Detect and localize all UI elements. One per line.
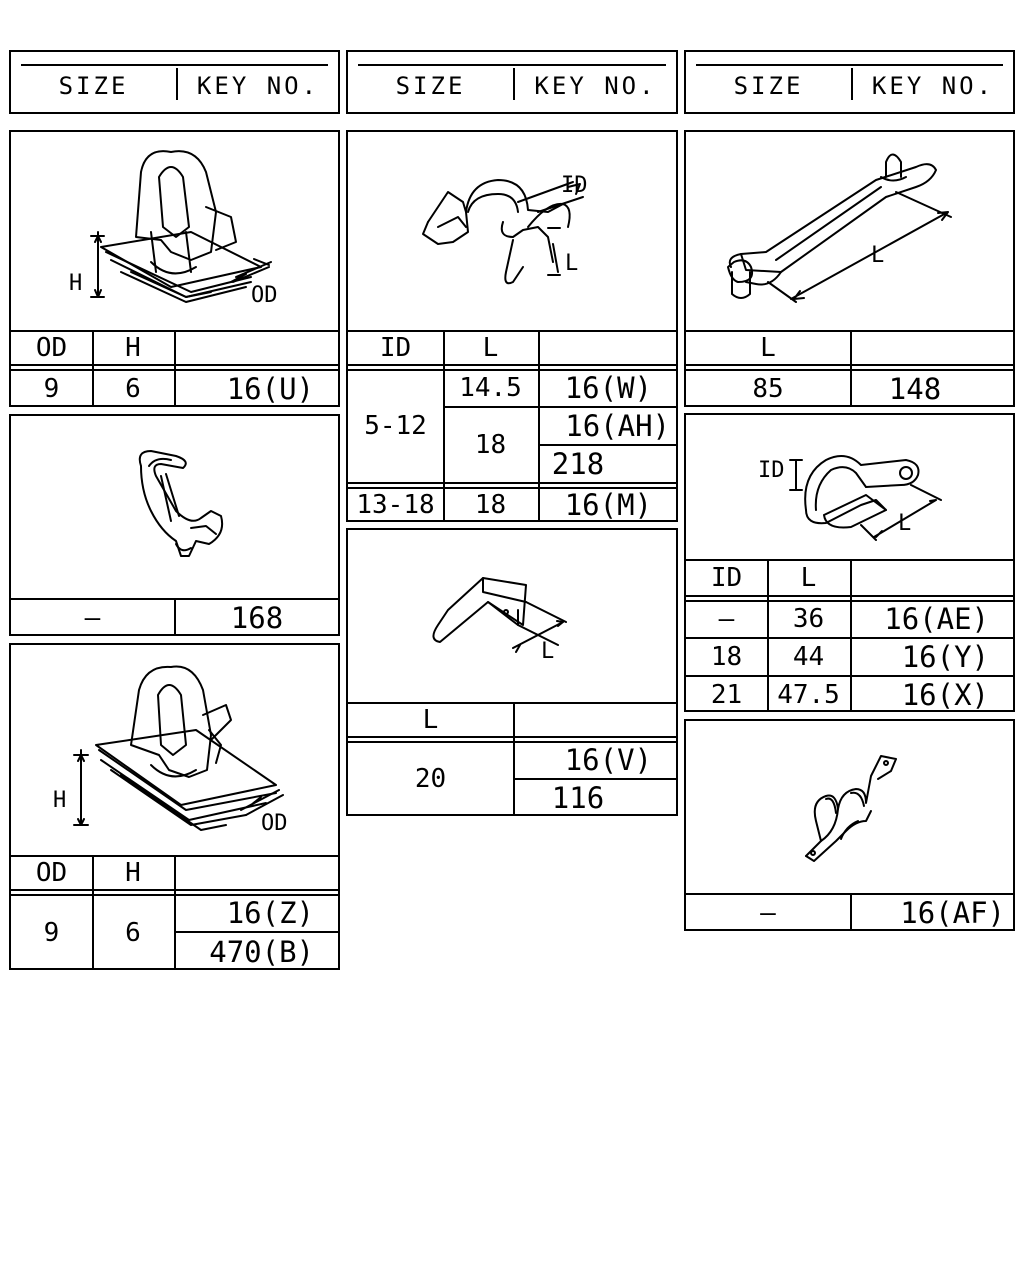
h-dim-label: H	[53, 788, 67, 813]
col-label-od: OD	[35, 858, 68, 888]
l-dim-label: L	[898, 511, 912, 536]
key-no-header: KEY NO.	[196, 72, 320, 100]
key-no-header: KEY NO.	[871, 72, 995, 100]
od-dim-label: OD	[261, 811, 288, 836]
key-no-value: 16(Y)	[901, 640, 989, 674]
col-label-id: ID	[379, 333, 412, 363]
key-no-header: KEY NO.	[534, 72, 657, 100]
col-label-l: L	[422, 705, 439, 735]
value-od: 9	[43, 917, 60, 948]
strap-drawing	[686, 132, 1015, 330]
size-header: SIZE	[395, 72, 466, 100]
key-no-value: 470(B)	[209, 934, 314, 969]
header-col3	[684, 50, 1015, 114]
hose-clamp-drawing	[348, 132, 678, 332]
p-clip-drawing	[686, 415, 1015, 561]
key-no-value: 218	[551, 447, 605, 481]
l-dim-label: L	[565, 251, 579, 276]
panel-push-clip	[9, 130, 340, 407]
key-no-value: 16(X)	[901, 677, 989, 712]
value-id: 5-12	[364, 411, 427, 441]
value-id: —	[718, 604, 735, 634]
push-clip-drawing	[11, 132, 340, 332]
panel-double-clamp	[684, 719, 1015, 931]
key-no-value: 16(U)	[226, 371, 314, 406]
value-id: 18	[710, 642, 743, 672]
value-id: 21	[710, 679, 743, 710]
key-no-value: 16(AE)	[884, 602, 989, 636]
col-label-id: ID	[710, 563, 743, 593]
panel-push-clip-long	[9, 643, 340, 970]
double-clamp-drawing	[686, 721, 1015, 893]
push-clip-long-drawing	[11, 645, 340, 855]
value-l: 47.5	[777, 679, 840, 710]
col-label-l: L	[800, 563, 817, 593]
key-no-value: 168	[230, 601, 284, 635]
col-label-od: OD	[35, 333, 68, 363]
size-header: SIZE	[58, 72, 129, 100]
value-l: 18	[474, 430, 507, 460]
col-label-l: L	[760, 333, 776, 363]
key-no-value: 116	[551, 781, 605, 815]
panel-bracket	[346, 528, 678, 816]
h-dim-label: H	[69, 271, 83, 296]
key-no-value: 16(AH)	[565, 409, 670, 443]
l-dim-label: L	[541, 639, 555, 664]
bracket-drawing	[348, 530, 678, 702]
value-l: 20	[414, 764, 447, 794]
col-label-l: L	[482, 333, 499, 363]
key-no-value: 16(V)	[564, 743, 652, 777]
key-no-value: 16(AF)	[900, 896, 1005, 930]
panel-hose-clamp	[346, 130, 678, 522]
value-l: 44	[792, 642, 825, 672]
value-l: 18	[474, 490, 507, 520]
od-dim-label: OD	[251, 283, 278, 308]
size-header: SIZE	[733, 72, 804, 100]
size-value: —	[760, 898, 776, 928]
key-no-value: 16(M)	[564, 488, 652, 522]
value-l: 36	[792, 604, 825, 634]
size-value: —	[84, 603, 101, 633]
key-no-value: 16(W)	[564, 371, 652, 405]
col-label-h: H	[125, 333, 141, 363]
l-dim-label: L	[871, 243, 885, 268]
value-id: 13-18	[356, 490, 435, 520]
col-label-h: H	[125, 858, 141, 888]
id-dim-label: ID	[561, 173, 588, 198]
value-l: 85	[752, 373, 784, 404]
hook-clip-drawing	[11, 416, 340, 596]
panel-strap	[684, 130, 1015, 407]
value-od: 9	[43, 373, 60, 404]
value-h: 6	[125, 373, 141, 404]
panel-p-clip	[684, 413, 1015, 712]
value-l: 14.5	[459, 373, 522, 403]
value-h: 6	[125, 917, 141, 948]
key-no-value: 16(Z)	[226, 896, 314, 930]
id-dim-label: ID	[758, 458, 785, 483]
header-col2	[346, 50, 678, 114]
panel-hook-clip	[9, 414, 340, 636]
header-col1	[9, 50, 340, 114]
key-no-value: 148	[888, 371, 942, 406]
